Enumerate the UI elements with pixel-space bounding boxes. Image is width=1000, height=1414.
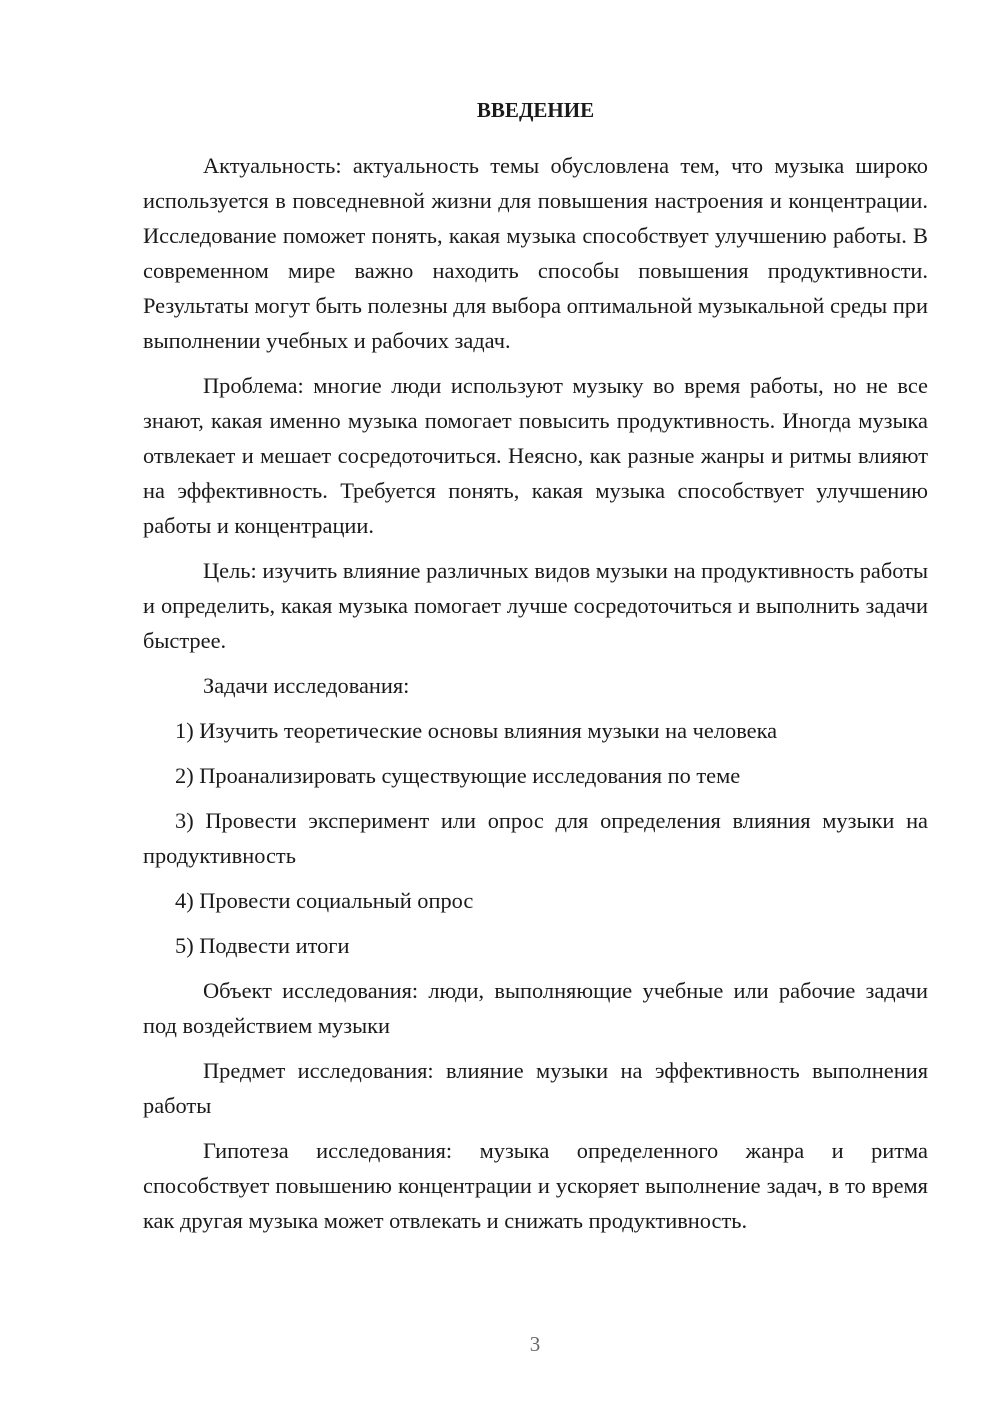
- tasks-list: [143, 713, 928, 963]
- task-item: 2) Проанализировать существующие исследования по теме: [175, 763, 741, 788]
- relevance-paragraph: Актуальность: актуальность темы обусловлена тем, что музыка широко используется в повседневной жизни для повышения настроения и концентрации. Исследование поможет понять, какая музыка способствует улучшению работы. В современном мире важно находить способы повышения продуктивности. Результаты могут быть полезны для выбора оптимальной музыкальной среды при выполнении учебных и рабочих задач.: [143, 153, 928, 353]
- object-paragraph: Объект исследования: люди, выполняющие учебные или рабочие задачи под воздействием музыки: [143, 978, 928, 1038]
- task-item: 1) Изучить теоретические основы влияния музыки на человека: [175, 718, 778, 743]
- task-item: 5) Подвести итоги: [175, 933, 350, 958]
- task-item: 4) Провести социальный опрос: [175, 888, 474, 913]
- hypothesis-paragraph: Гипотеза исследования: музыка определенного жанра и ритма способствует повышению концентрации и ускоряет выполнение задач, в то время как другая музыка может отвлекать и снижать продуктивность.: [143, 1138, 928, 1233]
- page-number: 3: [529, 1332, 541, 1356]
- tasks-heading: Задачи исследования:: [203, 673, 410, 698]
- problem-paragraph: Проблема: многие люди используют музыку во время работы, но не все знают, какая именно музыка помогает повысить продуктивность. Иногда музыка отвлекает и мешает сосредоточиться. Неясно, как разные жанры и ритмы влияют на эффективность. Требуется понять, какая музыка способствует улучшению работы и концентрации.: [143, 373, 928, 538]
- document-page: [143, 92, 928, 1248]
- section-title: ВВЕДЕНИЕ: [476, 98, 595, 122]
- task-item: 3) Провести эксперимент или опрос для определения влияния музыки на продуктивность: [143, 808, 928, 868]
- subject-paragraph: Предмет исследования: влияние музыки на эффективность выполнения работы: [143, 1058, 928, 1118]
- goal-paragraph: Цель: изучить влияние различных видов музыки на продуктивность работы и определить, какая музыка помогает лучше сосредоточиться и выполнить задачи быстрее.: [143, 558, 928, 653]
